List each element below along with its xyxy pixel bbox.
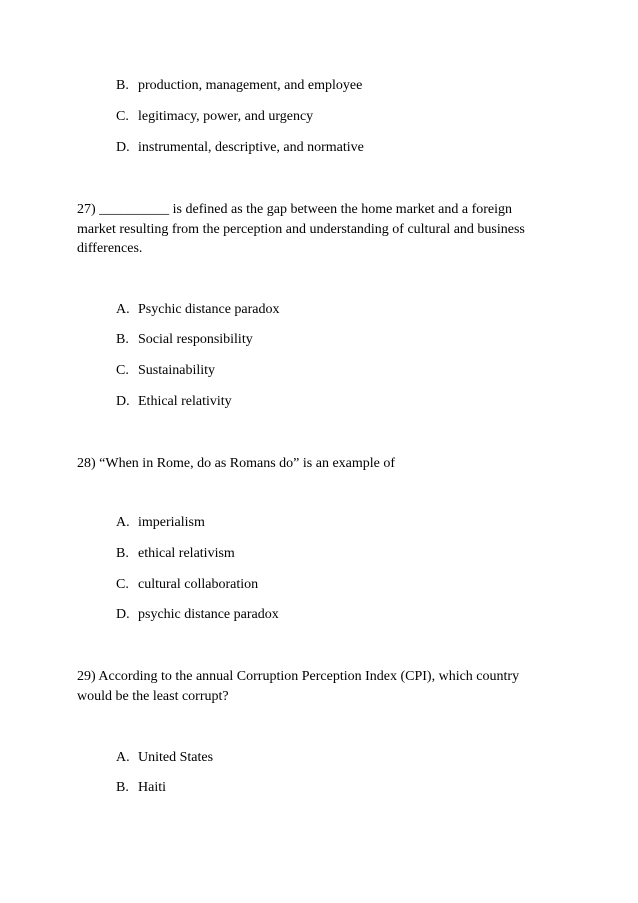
q26-option-b: [116, 77, 362, 95]
option-text: Ethical relativity: [138, 394, 232, 409]
option-text: Sustainability: [138, 363, 215, 378]
option-text: imperialism: [138, 515, 205, 530]
q29-text-line-2: would be the least corrupt?: [77, 689, 229, 704]
q28-option-c: [116, 576, 258, 594]
option-text: psychic distance paradox: [138, 607, 279, 622]
q29-option-a: [116, 749, 213, 767]
q27-option-b: [116, 331, 253, 349]
option-letter: B.: [116, 332, 129, 347]
option-letter: A.: [116, 750, 130, 765]
q27-option-d: [116, 393, 232, 411]
q27-text-line-1: 27) __________ is defined as the gap between the home market and a foreign: [77, 202, 513, 217]
option-text: Psychic distance paradox: [138, 302, 280, 317]
option-text: Haiti: [138, 780, 166, 795]
option-text: cultural collaboration: [138, 577, 259, 592]
q27-text-line-2: market resulting from the perception and understanding of cultural and business: [77, 222, 525, 237]
option-text: United States: [138, 750, 214, 765]
q29-option-b: [116, 779, 166, 797]
option-text: production, management, and employee: [138, 78, 363, 93]
option-letter: C.: [116, 109, 129, 124]
option-letter: A.: [116, 302, 130, 317]
option-letter: B.: [116, 780, 129, 795]
option-letter: C.: [116, 363, 129, 378]
option-letter: D.: [116, 140, 130, 155]
option-text: ethical relativism: [138, 546, 235, 561]
q28-option-b: [116, 545, 235, 563]
option-letter: D.: [116, 394, 130, 409]
q28-text-line-1: 28) “When in Rome, do as Romans do” is an example of: [77, 456, 396, 471]
q28-option-d: [116, 606, 279, 624]
q27-text-line-3: differences.: [77, 241, 143, 256]
q26-option-c: [116, 108, 313, 126]
option-text: Social responsibility: [138, 332, 253, 347]
option-letter: C.: [116, 577, 129, 592]
q27-option-a: [116, 301, 280, 319]
option-letter: B.: [116, 546, 129, 561]
option-text: legitimacy, power, and urgency: [138, 109, 314, 124]
q26-option-d: [116, 139, 364, 157]
q29-text-line-1: 29) According to the annual Corruption Perception Index (CPI), which country: [77, 669, 520, 684]
option-text: instrumental, descriptive, and normative: [138, 140, 364, 155]
option-letter: B.: [116, 78, 129, 93]
q27-option-c: [116, 362, 215, 380]
option-letter: A.: [116, 515, 130, 530]
q28-option-a: [116, 514, 205, 532]
option-letter: D.: [116, 607, 130, 622]
